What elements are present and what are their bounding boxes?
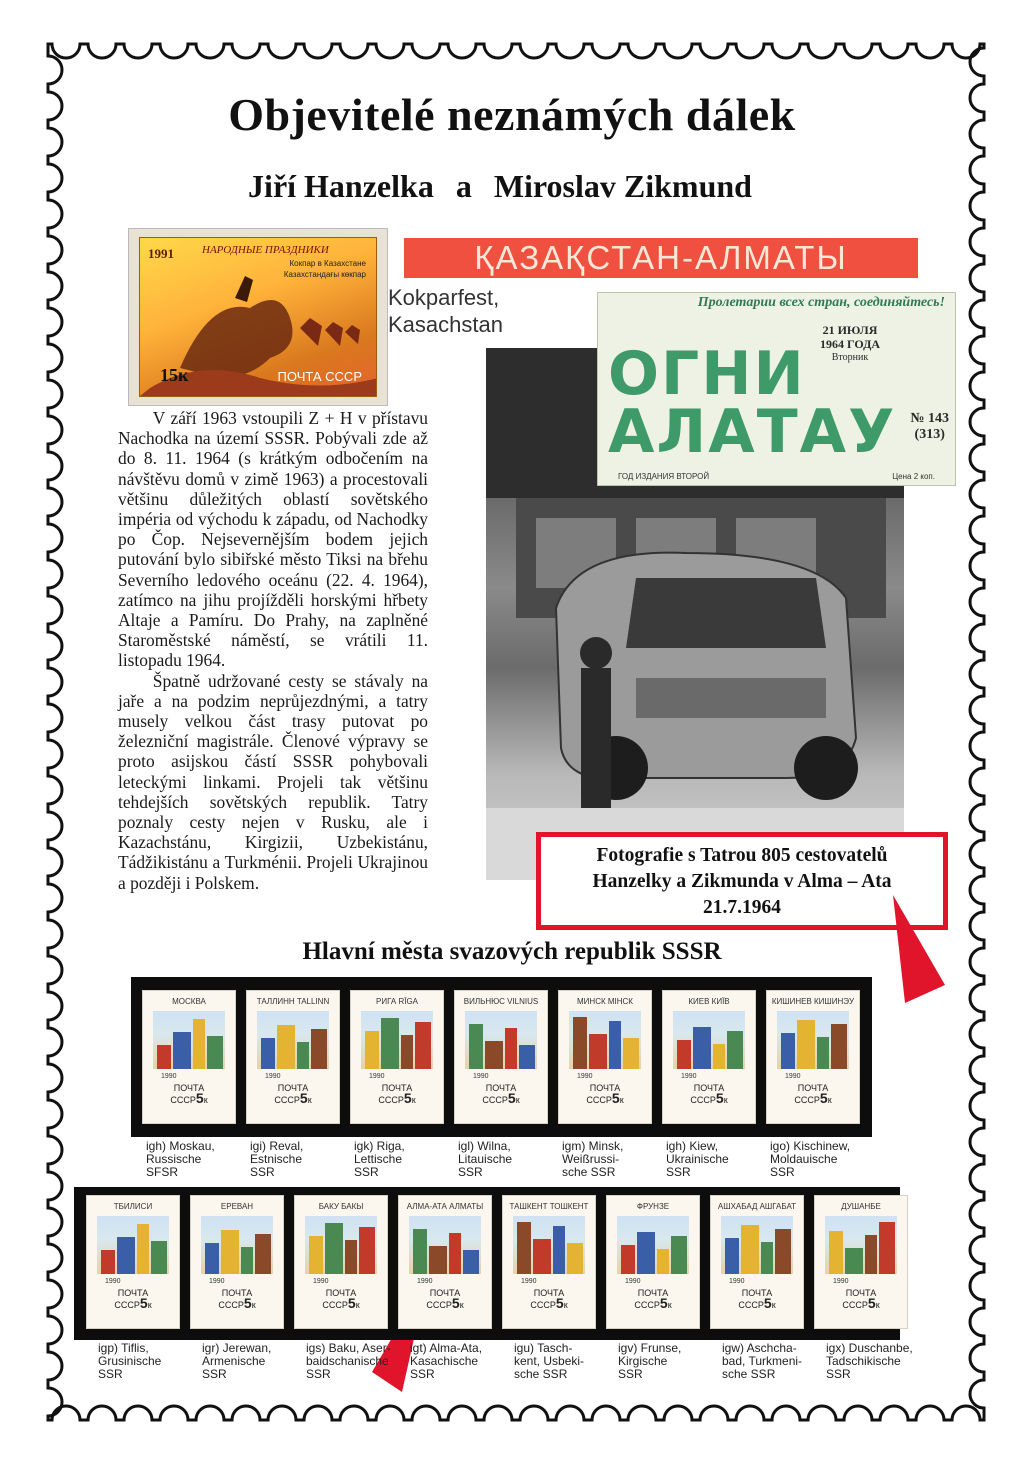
stamp-city-name: КИЕВ КИЇВ	[688, 997, 730, 1006]
stamp-city-name: ЕРЕВАН	[220, 1202, 254, 1211]
stamp-country: СССР	[482, 1095, 508, 1105]
stamp-catalog-label: igs) Baku, Aser- baidschanische SSR	[306, 1341, 391, 1381]
article-paragraph-1: V září 1963 vstoupili Z + H v přístavu Nachodka na území SSSR. Pobývali zde až do 8. 11. 1964 (s krátkým odbočením na návštěvu domů v zimě 1963) a procestovali většinu důležitých oblastí sovětského impéria od východu k západu, od Nachodky po Čop. Nejsevernějším bodem jejich putování bylo sibiřské město Tiksi na břehu Severního ledového oceánu (22. 4. 1964), zatímco na jihu projížděli horskými hřbety Altaje a Pamíru. Do Prahy, na zaplněné Staroměstské náměstí, se vrátili 11. listopadu 1964.	[118, 408, 428, 671]
stamp-unit: к	[147, 1300, 152, 1310]
stamp-year: 1990	[785, 1073, 801, 1080]
stamp-city-name: МИНСК МІНСК	[577, 997, 633, 1006]
city-stamp	[662, 990, 756, 1124]
stamp-year: 1990	[209, 1278, 225, 1285]
stamp-value: 5	[507, 1090, 516, 1106]
stamp-year: 1990	[625, 1278, 641, 1285]
stamp-value: 5	[867, 1295, 876, 1311]
stamp-value-line	[815, 1295, 907, 1311]
city-stamp	[350, 990, 444, 1124]
stamp-post-label: ПОЧТА	[637, 1288, 669, 1298]
stamp-country: СССР	[738, 1300, 764, 1310]
stamp-year: 1990	[681, 1073, 697, 1080]
newspaper-footer-right: Цена 2 коп.	[892, 472, 935, 481]
stamp-city-name: ФРУНЗЕ	[636, 1202, 670, 1211]
issue-number: № 143	[910, 411, 949, 426]
stamp-postage	[767, 1083, 859, 1105]
stamp-country: СССР	[274, 1095, 300, 1105]
stamp-building-illustration	[257, 1011, 329, 1069]
stamp-unit: к	[667, 1300, 672, 1310]
stamp-value: 5	[243, 1295, 252, 1311]
stamp-catalog-label: igr) Jerewan, Armenische SSR	[202, 1341, 272, 1381]
stamp-building-illustration	[361, 1011, 433, 1069]
kokpar-stamp-post: ПОЧТА СССР	[277, 369, 362, 384]
stamp-year: 1990	[105, 1278, 121, 1285]
stamp-value: 5	[299, 1090, 308, 1106]
caption-line-2: Kasachstan	[388, 312, 503, 337]
issue-total: (313)	[914, 427, 945, 442]
stamp-catalog-label: igp) Tiflis, Grusinische SSR	[98, 1341, 162, 1381]
stamp-catalog-label: igh) Moskau, Russische SFSR	[146, 1139, 215, 1179]
stamp-catalog-label: igk) Riga, Lettische SSR	[354, 1139, 405, 1179]
stamp-post-label: ПОЧТА	[429, 1288, 461, 1298]
photo-caption-line-1: Fotografie s Tatrou 805 cestovatelů	[596, 845, 888, 866]
stamp-value-line	[143, 1090, 235, 1106]
stamp-post-label: ПОЧТА	[741, 1288, 773, 1298]
newspaper-slogan: Пролетарии всех стран, соединяйтесь!	[697, 295, 945, 310]
stamp-building-illustration	[617, 1216, 689, 1274]
masthead-line-1: ОГНИ	[608, 339, 806, 409]
kokpar-stamp-year: 1991	[148, 246, 174, 261]
stamp-city-name: МОСКВА	[172, 997, 206, 1006]
stamp-year: 1990	[521, 1278, 537, 1285]
stamp-city-name: БАКУ БАКЫ	[318, 1202, 364, 1211]
stamp-value: 5	[403, 1090, 412, 1106]
stamp-building-illustration	[409, 1216, 481, 1274]
photo-caption-line-2: Hanzelky a Zikmunda v Alma – Ata	[592, 871, 892, 892]
stamp-country: СССР	[530, 1300, 556, 1310]
stamp-post-label: ПОЧТА	[845, 1288, 877, 1298]
stamp-country: СССР	[586, 1095, 612, 1105]
stamp-post-label: ПОЧТА	[277, 1083, 309, 1093]
stamp-country: СССР	[634, 1300, 660, 1310]
stamp-unit: к	[827, 1095, 832, 1105]
stamp-postage	[455, 1083, 547, 1105]
stamp-postage	[143, 1083, 235, 1105]
stamp-value-line	[559, 1090, 651, 1106]
city-stamp	[142, 990, 236, 1124]
stamp-building-illustration	[201, 1216, 273, 1274]
stamp-year: 1990	[161, 1073, 177, 1080]
stamp-building-illustration	[153, 1011, 225, 1069]
stamp-building-illustration	[777, 1011, 849, 1069]
stamp-building-illustration	[673, 1011, 745, 1069]
stamp-country: СССР	[114, 1300, 140, 1310]
stamp-unit: к	[307, 1095, 312, 1105]
stamp-building-illustration	[825, 1216, 897, 1274]
stamp-post-label: ПОЧТА	[173, 1083, 205, 1093]
stamp-post-label: ПОЧТА	[221, 1288, 253, 1298]
stamp-post-label: ПОЧТА	[485, 1083, 517, 1093]
stamp-value-line	[711, 1295, 803, 1311]
newspaper-date-year: 1964 ГОДА	[820, 337, 880, 351]
stamp-value-line	[455, 1090, 547, 1106]
city-stamp	[710, 1195, 804, 1329]
masthead-line-2: АЛАТАУ	[608, 397, 897, 467]
stamp-postage	[663, 1083, 755, 1105]
stamp-post-label: ПОЧТА	[533, 1288, 565, 1298]
subtitle-name-zikmund: Miroslav Zikmund	[493, 168, 752, 204]
stamp-unit: к	[459, 1300, 464, 1310]
stamp-postage	[191, 1288, 283, 1310]
stamp-post-label: ПОЧТА	[381, 1083, 413, 1093]
stamp-catalog-label: igl) Wilna, Litauische SSR	[458, 1139, 513, 1179]
stamp-city-name: АЛМА-АТА АЛМАТЫ	[406, 1202, 484, 1211]
stamp-year: 1990	[577, 1073, 593, 1080]
stamp-country: СССР	[794, 1095, 820, 1105]
stamp-value-line	[767, 1090, 859, 1106]
stamp-catalog-label: igv) Frunse, Kirgische SSR	[618, 1341, 682, 1381]
stamp-country: СССР	[842, 1300, 868, 1310]
stamp-postage	[351, 1083, 443, 1105]
stamp-post-label: ПОЧТА	[589, 1083, 621, 1093]
city-stamp	[86, 1195, 180, 1329]
stamp-building-illustration	[569, 1011, 641, 1069]
stamp-building-illustration	[513, 1216, 585, 1274]
stamp-postage	[295, 1288, 387, 1310]
kokpar-stamp-subtitle: Кокпар в Казахстане Казахстандағы көкпар	[283, 259, 366, 279]
stamp-value-line	[295, 1295, 387, 1311]
stamp-postage	[559, 1083, 651, 1105]
kokpar-stamp-heading: НАРОДНЫЕ ПРАЗДНИКИ	[202, 244, 329, 256]
newspaper-footer-left: ГОД ИЗДАНИЯ ВТОРОЙ	[618, 472, 710, 481]
stamp-unit: к	[355, 1300, 360, 1310]
stamp-catalog-label: igm) Minsk, Weißrussi- sche SSR	[562, 1139, 624, 1179]
stamp-country: СССР	[378, 1095, 404, 1105]
stamp-catalog-label: igx) Duschanbe, Tadschikische SSR	[826, 1341, 913, 1381]
stamp-year: 1990	[313, 1278, 329, 1285]
stamp-value-line	[399, 1295, 491, 1311]
stamp-post-label: ПОЧТА	[325, 1288, 357, 1298]
stamp-city-name: ДУШАНБЕ	[841, 1202, 881, 1211]
stamp-unit: к	[411, 1095, 416, 1105]
stamp-year: 1990	[265, 1073, 281, 1080]
stamp-building-illustration	[721, 1216, 793, 1274]
stamp-postage	[607, 1288, 699, 1310]
banner-text: ҚАЗАҚСТАН-АЛМАТЫ	[474, 239, 848, 276]
stamp-catalog-label: igt) Alma-Ata, Kasachische SSR	[410, 1341, 483, 1381]
subtitle-conjunction: a	[455, 168, 472, 204]
stamp-value-line	[351, 1090, 443, 1106]
stamp-unit: к	[251, 1300, 256, 1310]
stamp-value-line	[607, 1295, 699, 1311]
city-stamp	[766, 990, 860, 1124]
stamp-catalog-label: igh) Kiew, Ukrainische SSR	[666, 1139, 729, 1179]
stamp-building-illustration	[465, 1011, 537, 1069]
stamp-value-line	[87, 1295, 179, 1311]
stamp-postage	[503, 1288, 595, 1310]
stamp-building-illustration	[97, 1216, 169, 1274]
city-stamp	[454, 990, 548, 1124]
city-stamp	[190, 1195, 284, 1329]
city-stamp	[814, 1195, 908, 1329]
city-stamp	[246, 990, 340, 1124]
city-stamp	[398, 1195, 492, 1329]
stamp-value: 5	[715, 1090, 724, 1106]
stamp-value-line	[247, 1090, 339, 1106]
stamp-unit: к	[723, 1095, 728, 1105]
stamp-value: 5	[611, 1090, 620, 1106]
city-stamp	[294, 1195, 388, 1329]
stamp-postage	[815, 1288, 907, 1310]
stamp-year: 1990	[729, 1278, 745, 1285]
stamp-year: 1990	[369, 1073, 385, 1080]
stamp-value: 5	[195, 1090, 204, 1106]
kokpar-stamp-value: 15к	[160, 365, 189, 385]
subtitle-name-hanzelka: Jiří Hanzelka	[248, 168, 434, 204]
stamp-value: 5	[763, 1295, 772, 1311]
stamp-city-name: ТАЛЛИНН TALLINN	[256, 997, 330, 1006]
stamp-year: 1990	[417, 1278, 433, 1285]
stamp-year: 1990	[833, 1278, 849, 1285]
stamp-value: 5	[347, 1295, 356, 1311]
stamp-post-label: ПОЧТА	[797, 1083, 829, 1093]
article-paragraph-2: Špatně udržované cesty se stávaly na jaře a na podzim neprůjezdnými, a tatry musely velkou část trasy putovat po železniční magistrále. Členové výpravy se proto asijskou částí SSSR pohybovali leteckými linkami. Projeli tak většinu tehdejších sovětských republik. Tatry poznaly cesty nejen v Rusku, ale i Kazachstánu, Kirgizii, Uzbekistánu, Tádžikistánu a Turkménii. Projeli Ukrajinou a později i Polskem.	[118, 670, 428, 893]
stamp-catalog-label: igo) Kischinew, Moldauische SSR	[770, 1139, 851, 1179]
city-stamp	[558, 990, 652, 1124]
stamp-catalog-label: igw) Aschcha- bad, Turkmeni- sche SSR	[722, 1341, 803, 1381]
newspaper-date-day: 21 ИЮЛЯ	[822, 323, 878, 337]
stamp-value: 5	[555, 1295, 564, 1311]
stamp-unit: к	[515, 1095, 520, 1105]
stamp-postage	[711, 1288, 803, 1310]
stamp-country: СССР	[426, 1300, 452, 1310]
stamp-post-label: ПОЧТА	[117, 1288, 149, 1298]
newspaper-date-weekday: Вторник	[831, 352, 869, 363]
city-stamp	[606, 1195, 700, 1329]
stamp-city-name: РИГА RĪGA	[376, 997, 418, 1006]
stamp-catalog-label: igu) Tasch- kent, Usbeki- sche SSR	[514, 1341, 585, 1381]
stamp-city-name: КИШИНЕВ КИШИНЭУ	[771, 997, 855, 1006]
stamp-city-name: ВИЛЬНЮС VILNIUS	[463, 997, 539, 1006]
stamp-unit: к	[771, 1300, 776, 1310]
stamp-unit: к	[875, 1300, 880, 1310]
stamp-country: СССР	[322, 1300, 348, 1310]
photo-caption-line-3: 21.7.1964	[703, 897, 781, 918]
stamp-value-line	[503, 1295, 595, 1311]
stamp-value: 5	[819, 1090, 828, 1106]
stamp-postage	[399, 1288, 491, 1310]
stamp-unit: к	[619, 1095, 624, 1105]
stamp-city-name: ТБИЛИСИ	[113, 1202, 153, 1211]
stamp-value-line	[191, 1295, 283, 1311]
stamp-country: СССР	[690, 1095, 716, 1105]
city-stamp	[502, 1195, 596, 1329]
stamp-city-name: ТАШКЕНТ ТОШКЕНТ	[509, 1202, 589, 1211]
stamp-value: 5	[139, 1295, 148, 1311]
stamp-year: 1990	[473, 1073, 489, 1080]
caption-line-1: Kokparfest,	[388, 285, 500, 310]
stamp-value: 5	[451, 1295, 460, 1311]
stamp-country: СССР	[170, 1095, 196, 1105]
stamp-value-line	[663, 1090, 755, 1106]
stamp-unit: к	[563, 1300, 568, 1310]
section-title: Hlavní města svazových republik SSSR	[302, 938, 722, 965]
page-title: Objevitelé neznámých dálek	[228, 89, 796, 140]
stamp-value: 5	[659, 1295, 668, 1311]
stamp-postage	[247, 1083, 339, 1105]
stamp-catalog-label: igi) Reval, Estnische SSR	[250, 1139, 304, 1179]
stamp-unit: к	[203, 1095, 208, 1105]
stamp-postage	[87, 1288, 179, 1310]
stamp-post-label: ПОЧТА	[693, 1083, 725, 1093]
stamp-country: СССР	[218, 1300, 244, 1310]
stamp-city-name: АШХАБАД АШГАБАТ	[717, 1202, 797, 1211]
stamp-building-illustration	[305, 1216, 377, 1274]
